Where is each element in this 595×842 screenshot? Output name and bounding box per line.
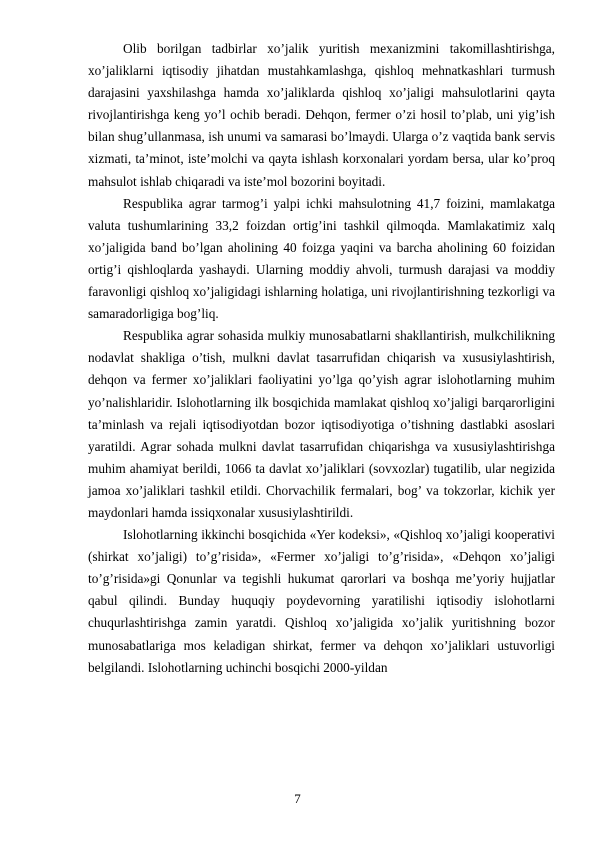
paragraph-3: Respublika agrar sohasida mulkiy munosabatlarni shakllantirish, mulkchilikning nodavlat shakliga o’tish, mulkni davlat tasarrufidan chiqarish va xususiylashtirish, dehqon va fermer xo’jaliklari faoliyatini yo’lga qo’yish agrar islohotlarning muhim yo’nalishlaridir. Islohotlarning ilk bosqichida mamlakat qishloq xo’jaligi barqarorligini ta’minlash va rejali iqtisodiyotdan bozor iqtisodiyotiga o’tishning dastlabki asoslari yaratildi. Agrar sohada mulkni davlat tasarrufidan chiqarishga va xususiylashtirishga muhim ahamiyat berildi, 1066 ta davlat xo’jaliklari (sovxozlar) tugatilib, ular negizida jamoa xo’jaliklari tashkil etildi. Chorvachilik fermalari, bog’ va tokzorlar, kichik yer maydonlari hamda issiqxonalar xususiylashtirildi. (88, 328, 555, 520)
body-text (88, 38, 555, 679)
page-number: 7 (294, 791, 301, 806)
paragraph-4: Islohotlarning ikkinchi bosqichida «Yer kodeksi», «Qishloq xo’jaligi kooperativi (shirkat xo’jaligi) to’g’risida», «Fermer xo’jaligi to’g’risida», «Dehqon xo’jaligi to’g’risida»gi Qonunlar va tegishli hukumat qarorlari va boshqa me’yoriy hujjatlar qabul qilindi. Bunday huquqiy poydevorning yaratilishi iqtisodiy islohotlarni chuqurlashtirishga zamin yaratdi. Qishloq xo’jaligida xo’jalik yuritishning bozor munosabatlariga mos keladigan shirkat, fermer va dehqon xo’jaliklari ustuvorligi belgilandi. Islohotlarning uchinchi bosqichi 2000-yildan (88, 527, 555, 675)
paragraph-1: Olib borilgan tadbirlar xo’jalik yuritish mexanizmini takomillashtirishga, xo’jaliklarni iqtisodiy jihatdan mustahkamlashga, qishloq mehnatkashlari turmush darajasini yaxshilashga hamda xo’jaliklarda qishloq xo’jaligi mahsulotlarini qayta rivojlantirishga keng yo’l ochib beradi. Dehqon, fermer o’zi hosil to’plab, uni yig’ish bilan shug’ullanmasa, ish unumi va samarasi bo’lmaydi. Ularga o’z vaqtida bank servis xizmati, ta’minot, iste’molchi va qayta ishlash korxonalari yordam bersa, ular ko’proq mahsulot ishlab chiqaradi va iste’mol bozorini boyitadi. (88, 41, 555, 189)
paragraph-2: Respublika agrar tarmog’i yalpi ichki mahsulotning 41,7 foizini, mamlakatga valuta tushumlarining 33,2 foizdan ortig’ini tashkil qilmoqda. Mamlakatimiz xalq xo’jaligida band bo’lgan aholining 40 foizga yaqini va barcha aholining 60 foizidan ortig’i qishloqlarda yashaydi. Ularning moddiy ahvoli, turmush darajasi va moddiy faravonligi qishloq xo’jaligidagi ishlarning holatiga, uni rivojlantirishning tezkorligi va samaradorligiga bog’liq. (88, 195, 555, 322)
